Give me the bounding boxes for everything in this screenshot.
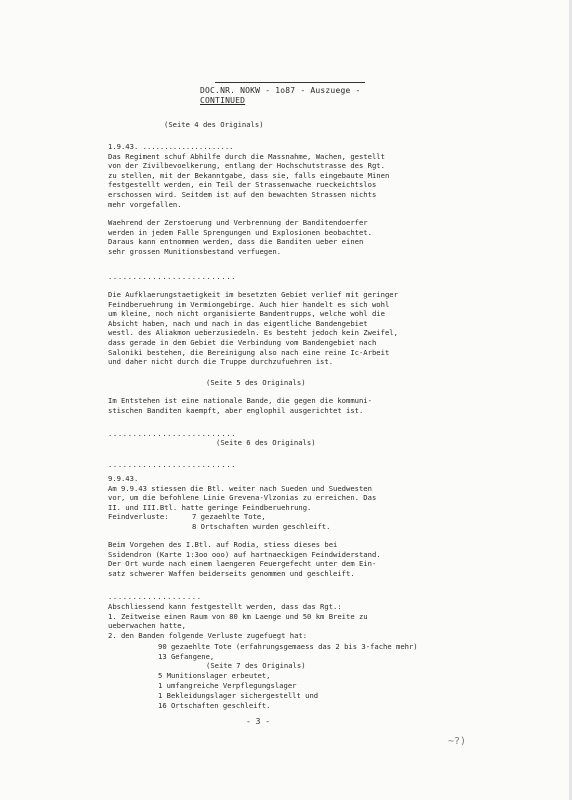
entry-date: 1.9.43. ..................... [108, 142, 234, 151]
paragraph-zerstoerung [108, 218, 468, 256]
dot-separator: .......................... [108, 272, 237, 281]
handwritten-mark: ~?) [448, 736, 467, 747]
loss-line: 7 gezaehlte Tote, [192, 512, 266, 521]
paragraph-line: um kleine, noch nicht organisierte Bandentrupps, welche wohl die [108, 309, 385, 319]
dot-separator: .......................... [108, 429, 237, 438]
paragraph-line: Saloniki bestehen, die Bereinigung also nach eine reine Ic-Arbeit [108, 347, 390, 357]
entry-line: vor, um die befohlene Linie Grevena-Vlzonias zu erreichen. Das [108, 493, 377, 503]
paragraph-line: ueberwachen hatte, [108, 621, 186, 631]
paragraph-line: werden in jedem Falle Sprengungen und Explosionen beobachtet. [108, 227, 372, 237]
entry-line: mehr vorgefallen. [108, 199, 182, 209]
loss-line: 8 Ortschaften wurden geschleift. [192, 522, 331, 531]
paragraph-line: Absicht haben, nach und nach in das eigentliche Bandengebiet [108, 318, 368, 328]
loss-item: 5 Munitionslager erbeutet, [158, 671, 271, 680]
document-header [200, 86, 361, 105]
page-reference-5: (Seite 5 des Originals) [206, 378, 306, 387]
entry-line: Am 9.9.43 stiessen die Btl. weiter nach Sueden und Suedwesten [108, 483, 372, 493]
entry-line: festgestellt werden, ein Teil der Strassenwache rueckeichtslos [108, 180, 377, 190]
paragraph-line: stischen Banditen kaempft, aber englophil ausgerichtet ist. [108, 405, 364, 415]
loss-item: 1 umfangreiche Verpflegungslager [158, 681, 297, 690]
paragraph-rodia [108, 540, 468, 578]
entry-date: 9.9.43. [108, 474, 139, 483]
paragraph-line: Der Ort wurde nach einem laengeren Feuergefecht unter dem Ein- [108, 559, 377, 569]
paragraph-line: und daher nicht durch die Truppe durchzufuehren ist. [108, 357, 334, 367]
paragraph-line: Ssidendron (Karte 1:3oo ooo) auf hartnaeckigen Feindwiderstand. [108, 549, 381, 559]
loss-item: 13 Gefangene, [158, 652, 215, 661]
document-title: DOC.NR. NOKW - 1o87 - Auszuege - [200, 86, 361, 95]
page-number: - 3 - [246, 717, 271, 726]
paragraph-line: Beim Vorgehen des I.Btl. auf Rodia, stiess dieses bei [108, 540, 338, 549]
loss-item: 16 Ortschaften geschleift. [158, 701, 271, 710]
paragraph-line: westl. des Aliakmon ueberzusiedeln. Es besteht jedoch kein Zweifel, [108, 328, 398, 338]
paragraph-line: 1. Zeitweise einen Raum von 80 km Laenge und 50 km Breite zu [108, 611, 368, 621]
document-subtitle: CONTINUED [200, 96, 246, 105]
entry-line: zu stellen, mit der Bekanntgabe, dass sie, falls eingebaute Minen [108, 170, 390, 180]
entry-line: II. und III.Btl. hatte geringe Feindberuehrung. [108, 502, 312, 512]
entry-9-9-43 [108, 474, 468, 522]
paragraph-line: Waehrend der Zerstoerung und Verbrennung der Banditendoerfer [108, 218, 368, 227]
paragraph-line: sehr grossen Munitionsbestand verfuegen. [108, 246, 282, 256]
header-rule [215, 82, 365, 83]
paragraph-line: Die Aufklaerungstaetigkeit im besetzten Gebiet verlief mit geringer [108, 290, 398, 299]
paragraph-line: Abschliessend kann festgestellt werden, dass das Rgt.: [108, 602, 342, 611]
entry-line: von der Zivilbevoelkerung, entlang der Hochschutstrasse des Rgt. [108, 161, 385, 171]
entry-1-9-43 [108, 142, 468, 209]
page-reference-4: (Seite 4 des Originals) [164, 120, 264, 129]
paragraph-nationale-bande [108, 396, 468, 415]
dot-separator: ................... [108, 592, 202, 601]
loss-item: 90 gezaehlte Tote (erfahrungsgemaess das 2 bis 3-fache mehr) [158, 642, 418, 651]
paragraph-abschluss [108, 602, 468, 640]
dot-separator: .......................... [108, 460, 237, 469]
paragraph-line: Feindberuehrung im Vermiongebirge. Auch hier handelt es sich wohl [108, 299, 390, 309]
paragraph-line: Im Entstehen ist eine nationale Bande, die gegen die kommuni- [108, 396, 372, 405]
paragraph-line: Daraus kann entnommen werden, dass die Banditen ueber einen [108, 237, 364, 247]
paragraph-aufklaerung [108, 290, 468, 367]
page-reference-6: (Seite 6 des Originals) [216, 438, 316, 447]
entry-line: erschossen wird. Seitdem ist auf den bewachten Strassen nichts [108, 189, 377, 199]
paragraph-line: dass gerade in dem Gebiet die Verbindung vom Bandengebiet nach [108, 337, 377, 347]
paragraph-line: 2. den Banden folgende Verluste zugefuegt hat: [108, 630, 308, 640]
paragraph-line: satz schwerer Waffen beiderseits genommen und geschleift. [108, 568, 355, 578]
page-reference-7: (Seite 7 des Originals) [206, 661, 306, 670]
loss-item: 1 Bekleidungslager sichergestellt und [158, 691, 319, 700]
entry-line: Das Regiment schuf Abhilfe durch die Massnahme, Wachen, gestellt [108, 151, 385, 161]
entry-line: Feindverluste: [108, 512, 169, 522]
